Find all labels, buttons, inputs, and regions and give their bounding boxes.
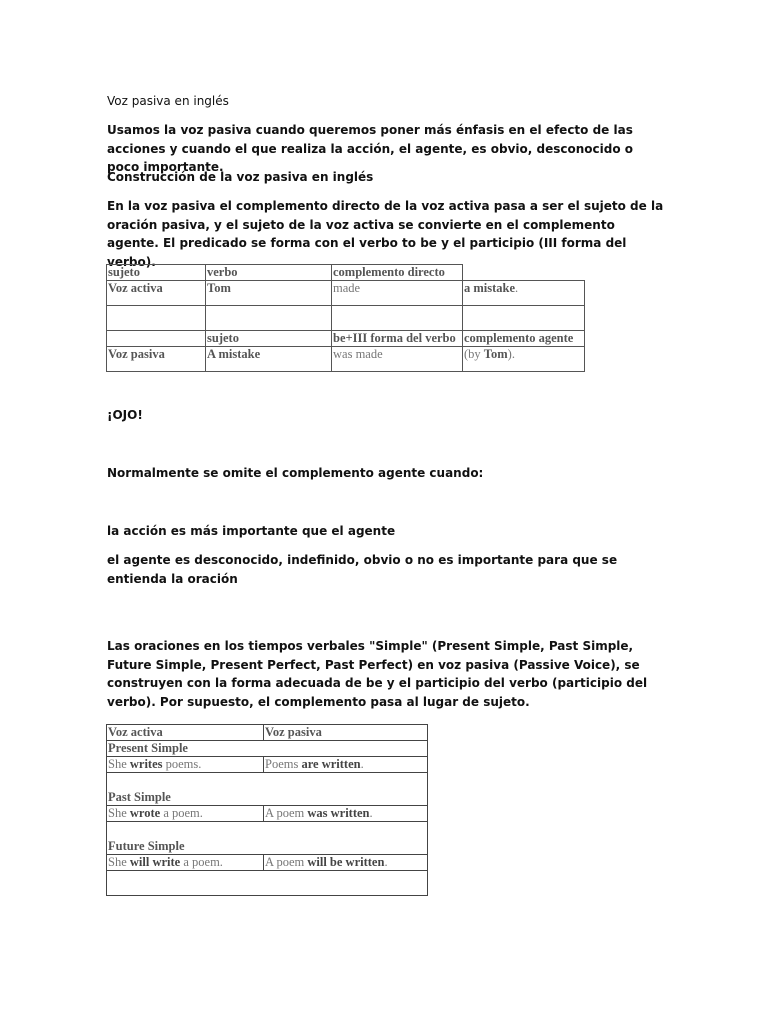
- active-passive-table: [106, 264, 585, 372]
- tense-label: Present Simple: [107, 741, 428, 757]
- cell-spacer-4: [463, 306, 585, 331]
- active-post: poems.: [162, 757, 202, 771]
- tenses-header-row: [107, 725, 428, 741]
- header-complemento-directo: complemento directo: [332, 265, 463, 281]
- ojo-heading: ¡OJO!: [107, 408, 143, 422]
- agent-close: ).: [507, 347, 515, 361]
- omit-title: Normalmente se omite el complemento agente cuando:: [107, 466, 484, 480]
- tense-label: Future Simple: [107, 822, 428, 855]
- example-row: [107, 806, 428, 822]
- active-object-punct: .: [515, 281, 519, 295]
- passive-header-sujeto: sujeto: [206, 331, 332, 347]
- table-row-passive: [107, 347, 585, 372]
- agent-open: (by: [464, 347, 484, 361]
- active-example: [107, 757, 264, 773]
- active-verb: writes: [129, 757, 163, 771]
- cell-passive-agent: [463, 347, 585, 372]
- cell-voz-activa: Voz activa: [107, 281, 206, 306]
- tense-label: Past Simple: [107, 773, 428, 806]
- tense-row-past-simple: [107, 773, 428, 806]
- cell-active-subject: Tom: [206, 281, 332, 306]
- construction-paragraph: En la voz pasiva el complemento directo de la voz activa pasa a ser el sujeto de la oración pasiva, y el sujeto de la voz activa se convierte en el complemento agente. El predicado se forma con el verbo to be y el participio (III forma del verbo).: [107, 199, 664, 269]
- passive-verb: are written: [301, 757, 361, 771]
- tense-row-future-simple: [107, 822, 428, 855]
- intro-paragraph: Usamos la voz pasiva cuando queremos poner más énfasis en el efecto de las acciones y cuando el que realiza la acción, el agente, es obvio, desconocido o poco importante.: [107, 123, 633, 174]
- page-title: Voz pasiva en inglés: [107, 94, 229, 108]
- omit-item-2: el agente es desconocido, indefinido, obvio o no es importante para que se entienda la oración: [107, 553, 618, 586]
- cell-passive-verb: was made: [332, 347, 463, 372]
- agent-name: Tom: [483, 347, 508, 361]
- tenses-table: [106, 724, 428, 896]
- passive-pre: A poem: [265, 855, 308, 869]
- active-post: a poem.: [160, 806, 203, 820]
- active-post: a poem.: [180, 855, 223, 869]
- omit-item-1: la acción es más importante que el agente: [107, 524, 396, 538]
- cell-passive-header-empty: [107, 331, 206, 347]
- passive-example: [264, 757, 428, 773]
- header-voz-pasiva: Voz pasiva: [264, 725, 428, 741]
- simple-tenses-paragraph: Las oraciones en los tiempos verbales "Simple" (Present Simple, Past Simple, Future Simple, Present Perfect, Past Perfect) en voz pasiva (Passive Voice), se construyen con la forma adecuada de be y el participio del verbo (participio del verbo). Por supuesto, el complemento pasa al lugar de sujeto.: [107, 639, 648, 709]
- table-header-row: [107, 265, 585, 281]
- blank-row: [107, 871, 428, 896]
- passive-example: [264, 855, 428, 871]
- active-pre: She: [108, 806, 130, 820]
- example-row: [107, 757, 428, 773]
- header-sujeto: sujeto: [107, 265, 206, 281]
- table-row-passive-header: [107, 331, 585, 347]
- active-example: [107, 855, 264, 871]
- active-verb: wrote: [129, 806, 161, 820]
- blank-cell: [107, 871, 428, 896]
- active-pre: She: [108, 855, 130, 869]
- header-verbo: verbo: [206, 265, 332, 281]
- passive-header-be-iii: be+III forma del verbo: [332, 331, 463, 347]
- cell-passive-subject: A mistake: [206, 347, 332, 372]
- passive-post: .: [384, 855, 388, 869]
- passive-verb: will be written: [307, 855, 385, 869]
- cell-spacer-3: [332, 306, 463, 331]
- cell-active-object: [463, 281, 585, 306]
- cell-active-verb: made: [332, 281, 463, 306]
- passive-post: .: [360, 757, 364, 771]
- active-object-text: a mistake: [464, 281, 516, 295]
- header-voz-activa: Voz activa: [107, 725, 264, 741]
- construction-title: Construcción de la voz pasiva en inglés: [107, 170, 374, 184]
- passive-pre: Poems: [265, 757, 302, 771]
- example-row: [107, 855, 428, 871]
- active-pre: She: [108, 757, 130, 771]
- active-example: [107, 806, 264, 822]
- header-empty: [463, 265, 585, 281]
- cell-spacer-1: [107, 306, 206, 331]
- passive-header-complemento-agente: complemento agente: [463, 331, 585, 347]
- tense-row-present-simple: [107, 741, 428, 757]
- active-verb: will write: [129, 855, 181, 869]
- cell-spacer-2: [206, 306, 332, 331]
- table-row-spacer: [107, 306, 585, 331]
- cell-voz-pasiva: Voz pasiva: [107, 347, 206, 372]
- passive-post: .: [369, 806, 373, 820]
- passive-pre: A poem: [265, 806, 308, 820]
- table-row-active: [107, 281, 585, 306]
- passive-example: [264, 806, 428, 822]
- passive-verb: was written: [307, 806, 370, 820]
